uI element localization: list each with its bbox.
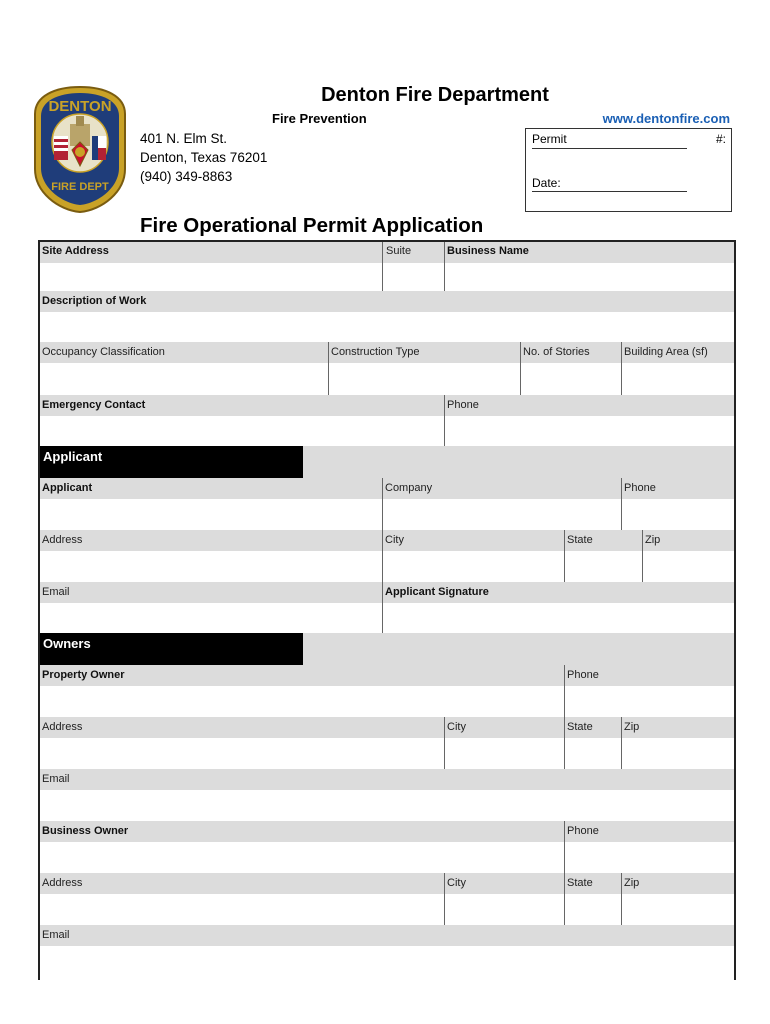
permit-label: Permit	[532, 132, 567, 146]
area-label: Building Area (sf)	[624, 346, 708, 358]
property-owner-city-label: City	[447, 721, 466, 733]
property-owner-input[interactable]	[40, 686, 734, 717]
applicant-label: Applicant	[42, 482, 93, 494]
property-owner-zip-label: Zip	[624, 721, 640, 733]
emergency-input[interactable]	[40, 416, 734, 446]
applicant-address-label: Address	[42, 534, 83, 546]
date-field[interactable]	[532, 191, 687, 192]
site-address-input[interactable]	[40, 263, 734, 291]
department-name: Denton Fire Department	[321, 84, 549, 106]
emergency-label: Emergency Contact	[42, 399, 146, 411]
date-label: Date:	[532, 176, 561, 190]
permit-form	[38, 240, 736, 980]
business-owner-input[interactable]	[40, 842, 734, 873]
occupancy-row-input[interactable]	[40, 363, 734, 395]
business-owner-address-label: Address	[42, 877, 83, 889]
applicant-email-label: Email	[42, 586, 70, 598]
emergency-phone-label: Phone	[447, 399, 479, 411]
site-address-label: Site Address	[42, 245, 109, 257]
permit-number-field[interactable]	[532, 148, 687, 149]
svg-text:FIRE DEPT: FIRE DEPT	[51, 181, 109, 193]
form-title: Fire Operational Permit Application	[140, 214, 484, 237]
applicant-zip-label: Zip	[645, 534, 661, 546]
construction-label: Construction Type	[331, 346, 420, 358]
property-owner-address-input[interactable]	[40, 738, 734, 769]
owners-section-header: Owners	[40, 633, 303, 665]
description-input[interactable]	[40, 312, 734, 342]
business-owner-zip-label: Zip	[624, 877, 640, 889]
applicant-address-input[interactable]	[40, 551, 734, 582]
applicant-email-input[interactable]	[40, 603, 734, 633]
stories-label: No. of Stories	[523, 346, 590, 358]
fire-department-patch-logo	[30, 84, 130, 214]
applicant-state-label: State	[567, 534, 593, 546]
company-label: Company	[385, 482, 433, 494]
permit-number-label: #:	[715, 132, 726, 146]
applicant-input[interactable]	[40, 499, 734, 530]
permit-info-box	[525, 128, 732, 212]
applicant-section-header: Applicant	[40, 446, 303, 478]
property-owner-address-label: Address	[42, 721, 83, 733]
business-owner-email-input[interactable]	[40, 946, 734, 980]
division-name: Fire Prevention	[272, 111, 367, 126]
occupancy-label: Occupancy Classification	[42, 346, 165, 358]
business-owner-city-label: City	[447, 877, 466, 889]
description-label: Description of Work	[42, 295, 147, 307]
business-name-label: Business Name	[447, 245, 529, 257]
svg-text:DENTON: DENTON	[48, 98, 112, 115]
business-owner-email-label: Email	[42, 929, 70, 941]
street-address: 401 N. Elm St.	[140, 131, 228, 146]
property-owner-state-label: State	[567, 721, 593, 733]
business-owner-label: Business Owner	[42, 825, 129, 837]
city-state-zip: Denton, Texas 76201	[140, 150, 268, 165]
suite-label: Suite	[386, 245, 412, 257]
department-phone: (940) 349-8863	[140, 169, 233, 184]
property-owner-phone-label: Phone	[567, 669, 599, 681]
applicant-phone-label: Phone	[624, 482, 656, 494]
property-owner-email-input[interactable]	[40, 790, 734, 821]
website-link[interactable]: www.dentonfire.com	[602, 111, 730, 126]
business-owner-address-input[interactable]	[40, 894, 734, 925]
applicant-signature-label: Applicant Signature	[385, 586, 489, 598]
business-owner-phone-label: Phone	[567, 825, 599, 837]
property-owner-label: Property Owner	[42, 669, 125, 681]
business-owner-state-label: State	[567, 877, 593, 889]
applicant-city-label: City	[385, 534, 404, 546]
property-owner-email-label: Email	[42, 773, 70, 785]
